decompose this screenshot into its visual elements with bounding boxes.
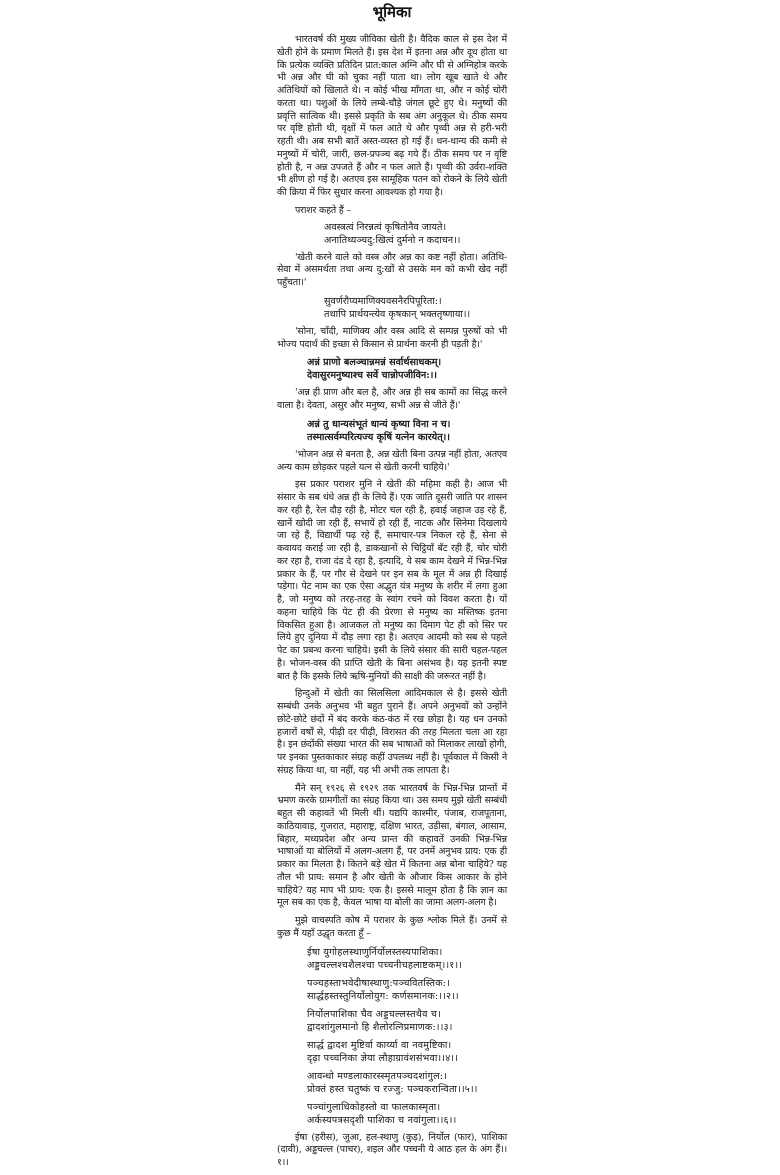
verse-line: पञ्चहस्ताभवेदीषास्थाणु:पञ्चवितस्तिक:। — [307, 977, 451, 989]
sanskrit-verse — [277, 418, 507, 444]
paragraph: मुझे वाचस्पति कोष में पराशर के कुछ श्लोक मिले हैं। उनमें से कुछ मैं यहाँ उद्धृत करता हूँ – — [277, 915, 507, 939]
book-page — [277, 0, 507, 1175]
sanskrit-verse — [277, 1039, 507, 1065]
sanskrit-verse — [277, 295, 507, 321]
verse-line: तस्मात्सर्वम्परित्यज्य कृषिं यत्नेन कारयेत्।। — [307, 431, 450, 443]
verse-line: प्रोक्तं हस्त चतुष्कं च रज्जु: पञ्चकरान्विता।।५।। — [307, 1083, 478, 1095]
sanskrit-verse — [277, 977, 507, 1003]
verse-line: अन्नं प्राणो बलञ्चान्नमन्नं सर्वार्थसाधकम्। — [307, 357, 442, 369]
paragraph: 'सोना, चाँदी, माणिक्य और वस्त्र आदि से सम्पन्न पुरुषों को भी भोज्य पदार्थ की इच्छा से किसान से प्रार्थना करनी ही पड़ती है।' — [277, 325, 507, 350]
verse-line: द्वादशांगुलमानो हि शैलोरत्निप्रमाणक:।।३। — [307, 1021, 453, 1033]
paragraph: 'खेती करने वाले को वस्त्र और अन्न का कष्ट नहीं होता। अतिथि-सेवा में असमर्थता तथा अन्य दु:खों से उसके मन को कभी खेद नहीं पहुँचता।' — [277, 251, 507, 288]
sanskrit-verse — [277, 356, 507, 382]
sanskrit-verse — [277, 1070, 507, 1096]
verse-line: अड्डचल्लश्चशैलश्चा पच्चनीचहलाष्टकम्।।१।। — [307, 959, 463, 971]
paragraph: 'भोजन अन्न से बनता है, अन्न खेती बिना उत्पन्न नहीं होता, अतएव अन्य काम छोड़कर पहले यत्न से खेती करनी चाहिये।' — [277, 448, 507, 473]
sanskrit-verse — [277, 1008, 507, 1034]
page-content — [277, 34, 507, 1170]
verse-line: सार्द्धहस्तस्तुनिर्योलोयुग: कर्णसमानक:।।२।। — [307, 990, 459, 1002]
paragraph: इस प्रकार पराशर मुनि ने खेती की महिमा कही है। आज भी संसार के सब धंधे अन्न ही के लिये हैं। एक जाति दूसरी जाति पर शासन कर रही है, रेल दौड़ रही है, मोटर चल रही है, हवाई जहाज उड़ रहे हैं, खानें खोदी जा रही हैं, सभायें हो रही हैं, नाटक और सिनेमा दिखलाये जा रहे हैं, विद्यार्थी पढ़ रहे हैं, समाचार-पत्र निकल रहे हैं, सेना से कवायद कराई जा रही है, डाकखानों से चिट्ठियाँ बँट रही हैं, चोर चोरी कर रहा है, राजा दंड दे रहा है, इत्यादि, ये सब काम देखने में भिन्न-भिन्न प्रकार के हैं, पर गौर से देखने पर इन सब के मूल में अन्न ही दिखाई पड़ेगा। पेट नाम का एक ऐसा अद्भुत यंत्र मनुष्य के शरीर में लगा हुआ है, जो मनुष्य को तरह-तरह के स्वांग रचने को विवश करता है। यों कहना चाहिये कि पेट ही की प्रेरणा से मनुष्य का मस्तिष्क इतना विकसित हुआ है। आजकल तो मनुष्य का दिमाग पेट ही को सिर पर लिये हुए दुनिया में दौड़ लगा रहा है। अतएव आदमी को सब से पहले पेट का प्रबन्ध करना चाहिये। इसी के लिये संसार की सारी चहल-पहल है। भोजन-वस्त्र की प्राप्ति खेती के बिना असंभव है। यह इतनी स्पष्ट बात है कि इसके लिये ऋषि-मुनियों की साक्षी की जरूरत नहीं है। — [277, 479, 507, 682]
verse-line: निर्योलपाशिका चैव अड्डचल्लस्तथैव च। — [307, 1008, 441, 1020]
verse-line: अन्नं तु धान्यसंभूतं धान्यं कृष्या विना न च। — [307, 418, 451, 430]
verse-line: देवासुरमनुष्याश्च सर्वे चान्नोपजीविन:।। — [307, 370, 438, 382]
lead-line: पराशर कहते हैं – — [295, 204, 352, 216]
verse-line: अवस्त्रत्वं निरन्नत्वं कृषितोनैव जायते। — [324, 221, 447, 233]
verse-line: अर्कस्यपत्रसदृशी पाशिका च नवांगुला।।६।। — [307, 1114, 457, 1126]
verse-line: दृढ़ा पच्चनिका ज्ञेया लौहाग्रावंशसंभवा।।४।। — [307, 1052, 459, 1064]
paragraph: ईषा (हरीस), जुआ, हल-स्थाणु (कुड़), निर्योल (फार), पाशिका (दावी), अड्डचल्ल (पाचर), शइल और पच्चनी ये आठ हल के अंग हैं।।१।। — [277, 1131, 507, 1168]
paragraph: 'अन्न ही प्राण और बल है, और अन्न ही सब कामों का सिद्ध करने वाला है। देवता, असुर और मनुष्य, सभी अन्न से जीते हैं।' — [277, 387, 507, 411]
verse-line: सार्द्ध द्वादश मुष्टिर्वा कार्य्या वा नवमुष्टिका। — [307, 1039, 452, 1051]
verse-line: तथापि प्रार्थयन्त्येव कृषकान् भक्ततृष्णाया।। — [324, 308, 471, 320]
paragraph: भारतवर्ष की मुख्य जीविका खेती है। वैदिक काल से इस देश में खेती होने के प्रमाण मिलते हैं। इस देश में इतना अन्न और दूध होता था कि प्रत्येक व्यक्ति प्रतिदिन प्रात:काल अग्नि और घी से अग्निहोत्र करके भी अन्न और घी को चुका नहीं पाता था। लोग खूब खाते थे और अतिथियों को खिलाते थे। न कोई भीख माँगता था, और न कोई चोरी करता था। पशुओं के लिये लम्बे-चौड़े जंगल छूटे हुए थे। मनुष्यों की प्रवृत्ति सात्विक थी। इससे प्रकृति के सब अंग अनुकूल थे। ठीक समय पर वृष्टि होती थी, वृक्षों में फल आते थे और पृथ्वी अन्न से हरी-भरी रहती थी। अब सभी बातें अस्त-व्यस्त हो गई हैं। धन-धान्य की कमी से मनुष्यों में चोरी, जारी, छल-प्रपञ्च बढ़ गये हैं। ठीक समय पर न वृष्टि होती है, न अन्न उपजते हैं और न फल आते हैं। पृथ्वी की उर्वरा-शक्ति भी क्षीण हो गई है। अतएव इस सामूहिक पतन को रोकने के लिये खेती की क्रिया में फिर सुधार करना आवश्यक हो गया है। — [277, 34, 507, 198]
paragraph: मैंने सन् १९२६ से १९२९ तक भारतवर्ष के भिन्न-भिन्न प्रान्तों में भ्रमण करके ग्रामगीतों का संग्रह किया था। उस समय मुझे खेती सम्बंधी बहुत सी कहावतें भी मिली थीं। यद्यपि काश्मीर, पंजाब, राजपूताना, काठियावाड़, गुजरात, महाराष्ट्र, दक्षिण भारत, उड़ीसा, बंगाल, आसाम, बिहार, मध्यप्रदेश और अन्य प्रान्त की कहावतें उनकी भिन्न-भिन्न भाषाओं या बोलियों में अलग-अलग हैं, पर उनमें अनुभव प्राय: एक ही प्रकार का मिलता है। कितने बड़े खेत में कितना अन्न बोना चाहिये? यह तौल भी प्राय: समान है और खेती के औजार किस आकार के होने चाहिये? यह माप भी प्राय: एक है। इससे मालूम होता है कि ज्ञान का मूल सब का एक है, केवल भाषा या बोली का जामा अलग-अलग है। — [277, 782, 507, 909]
sanskrit-verse — [277, 1101, 507, 1127]
verse-line: सुवर्णरौप्यमाणिक्यवसनैरपिपूरिता:। — [324, 295, 442, 307]
paragraph: हिन्दुओं में खेती का सिलसिला आदिमकाल से है। इससे खेती सम्बंधी उनके अनुभव भी बहुत पुराने हैं। अपने अनुभवों को उन्होंने छोटे-छोटे छंदों में बंद करके कंठ-कंठ में रख छोड़ा है। यह धन उनको हजारों वर्षों से, पीढ़ी दर पीढ़ी, विरासत की तरह मिलता चला आ रहा है। इन छंदोंकी संख्या भारत की सब भाषाओं को मिलाकर लाखों होगी, पर इनका पुस्तकाकार संग्रह कहीं उपलब्ध नहीं है। पूर्वकाल में किसी ने संग्रह किया था, या नहीं, यह भी अभी तक लापता है। — [277, 688, 507, 776]
verse-line: ईषा युगोहलस्थाणुर्निर्योलस्तस्यपाशिका। — [307, 946, 443, 958]
sanskrit-verse — [277, 946, 507, 972]
verse-line: अनातिथ्यञ्चदु:खित्वं दुर्मनो न कदाचन।। — [324, 234, 461, 246]
verse-line: आवन्धो मण्डलाकारस्स्मृतपञ्चदशांगुल:। — [307, 1070, 448, 1082]
sanskrit-verse — [277, 221, 507, 247]
verse-line: पञ्चांगुलाधिकोहस्तो वा फालकास्मृता। — [307, 1101, 441, 1113]
page-title: भूमिका — [372, 3, 412, 21]
